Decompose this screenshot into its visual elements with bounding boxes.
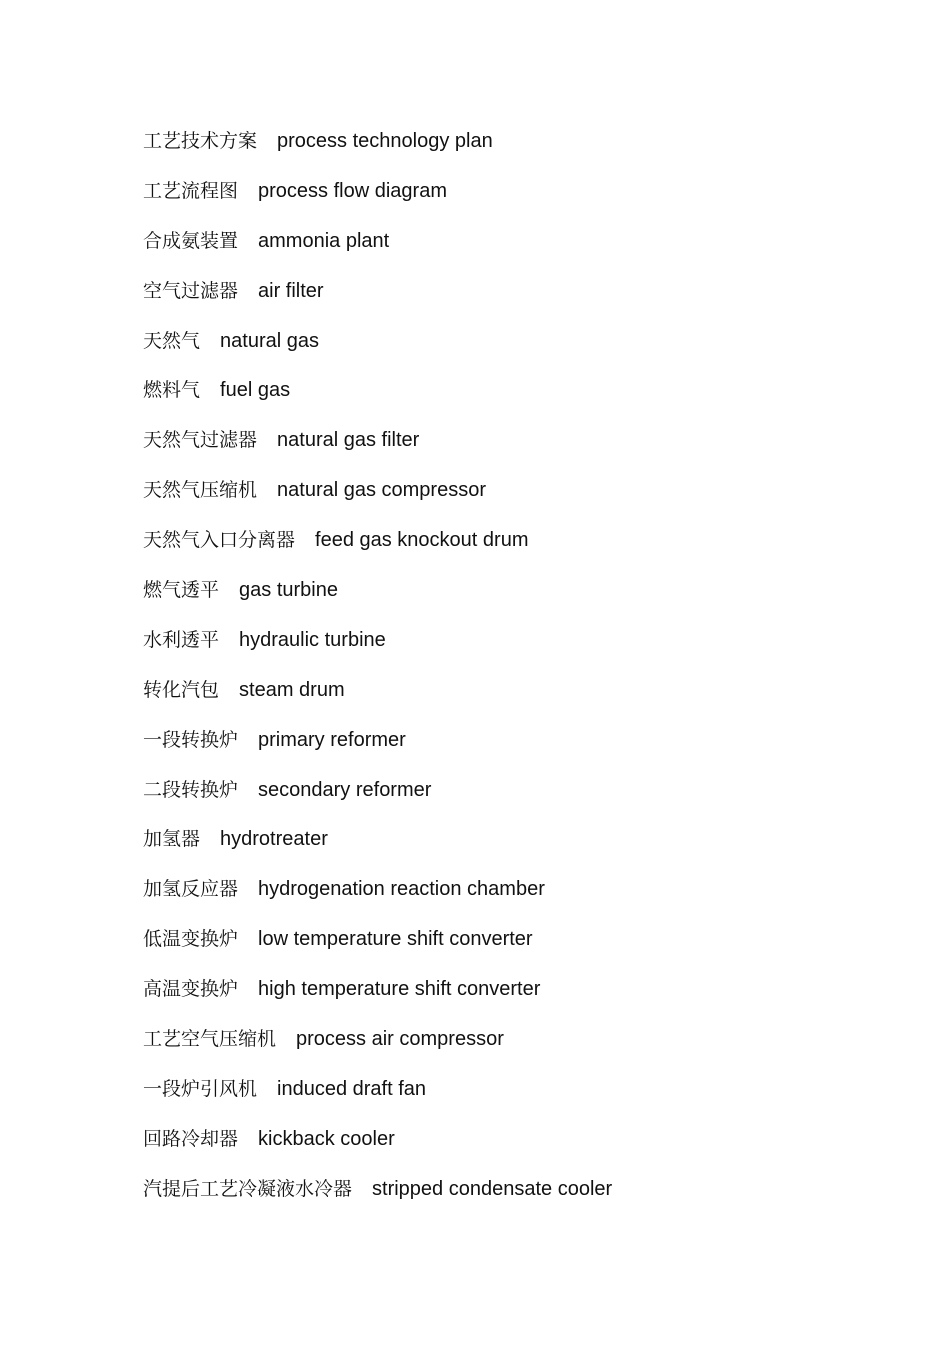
term-chinese: 工艺空气压缩机: [143, 1028, 277, 1051]
glossary-entry: [143, 1124, 903, 1174]
term-chinese: 加氢器: [143, 828, 201, 851]
term-chinese: 天然气入口分离器: [143, 529, 296, 552]
term-chinese: 低温变换炉: [143, 928, 239, 951]
term-chinese: 天然气过滤器: [143, 429, 258, 452]
term-english: ammonia plant: [258, 229, 390, 252]
term-chinese: 转化汽包: [143, 678, 220, 701]
glossary-entry: [143, 525, 903, 575]
term-chinese: 工艺流程图: [143, 179, 239, 202]
term-english: process flow diagram: [258, 179, 447, 202]
glossary-entry: [143, 1074, 903, 1124]
term-english: primary reformer: [258, 728, 406, 751]
term-english: kickback cooler: [258, 1127, 395, 1150]
term-english: process technology plan: [277, 130, 493, 152]
term-english: fuel gas: [220, 379, 291, 402]
glossary-entry: [143, 575, 903, 625]
term-chinese: 加氢反应器: [143, 878, 239, 901]
term-english: gas turbine: [239, 579, 338, 602]
term-english: steam drum: [239, 678, 345, 701]
glossary-entry: [143, 675, 903, 725]
term-chinese: 汽提后工艺冷凝液水冷器: [143, 1177, 353, 1200]
term-chinese: 空气过滤器: [143, 279, 239, 302]
glossary-entry: [143, 1174, 903, 1224]
term-english: secondary reformer: [258, 778, 432, 801]
term-chinese: 天然气压缩机: [143, 479, 258, 502]
glossary-entry: [143, 176, 903, 226]
term-english: feed gas knockout drum: [315, 529, 529, 552]
term-english: air filter: [258, 279, 324, 302]
term-chinese: 回路冷却器: [143, 1127, 239, 1150]
term-english: process air compressor: [296, 1028, 504, 1051]
term-english: hydrogenation reaction chamber: [258, 878, 545, 901]
glossary-entry: [143, 924, 903, 974]
glossary-entry: [143, 126, 903, 176]
term-english: natural gas: [220, 329, 319, 352]
glossary-entry: [143, 425, 903, 475]
term-chinese: 一段转换炉: [143, 728, 239, 751]
term-chinese: 燃气透平: [143, 579, 220, 602]
glossary-entry: [143, 276, 903, 326]
term-english: high temperature shift converter: [258, 978, 541, 1001]
term-chinese: 高温变换炉: [143, 978, 239, 1001]
glossary-entry: [143, 475, 903, 525]
term-chinese: 二段转换炉: [143, 778, 239, 801]
glossary-list: [143, 126, 903, 1224]
glossary-entry: [143, 226, 903, 276]
glossary-entry: [143, 725, 903, 775]
term-english: hydraulic turbine: [239, 628, 386, 651]
glossary-entry: [143, 1024, 903, 1074]
term-chinese: 水利透平: [143, 628, 220, 651]
term-chinese: 一段炉引风机: [143, 1077, 258, 1100]
glossary-entry: [143, 625, 903, 675]
term-chinese: 工艺技术方案: [143, 130, 258, 152]
term-chinese: 合成氨装置: [143, 229, 239, 252]
term-english: hydrotreater: [220, 828, 328, 851]
term-english: low temperature shift converter: [258, 928, 533, 951]
term-english: stripped condensate cooler: [372, 1177, 613, 1200]
term-english: natural gas compressor: [277, 479, 486, 502]
glossary-entry: [143, 375, 903, 425]
term-chinese: 天然气: [143, 329, 201, 352]
glossary-entry: [143, 775, 903, 825]
term-chinese: 燃料气: [143, 379, 201, 402]
glossary-entry: [143, 326, 903, 376]
glossary-entry: [143, 974, 903, 1024]
glossary-entry: [143, 824, 903, 874]
glossary-entry: [143, 874, 903, 924]
term-english: induced draft fan: [277, 1077, 427, 1100]
term-english: natural gas filter: [277, 429, 420, 452]
